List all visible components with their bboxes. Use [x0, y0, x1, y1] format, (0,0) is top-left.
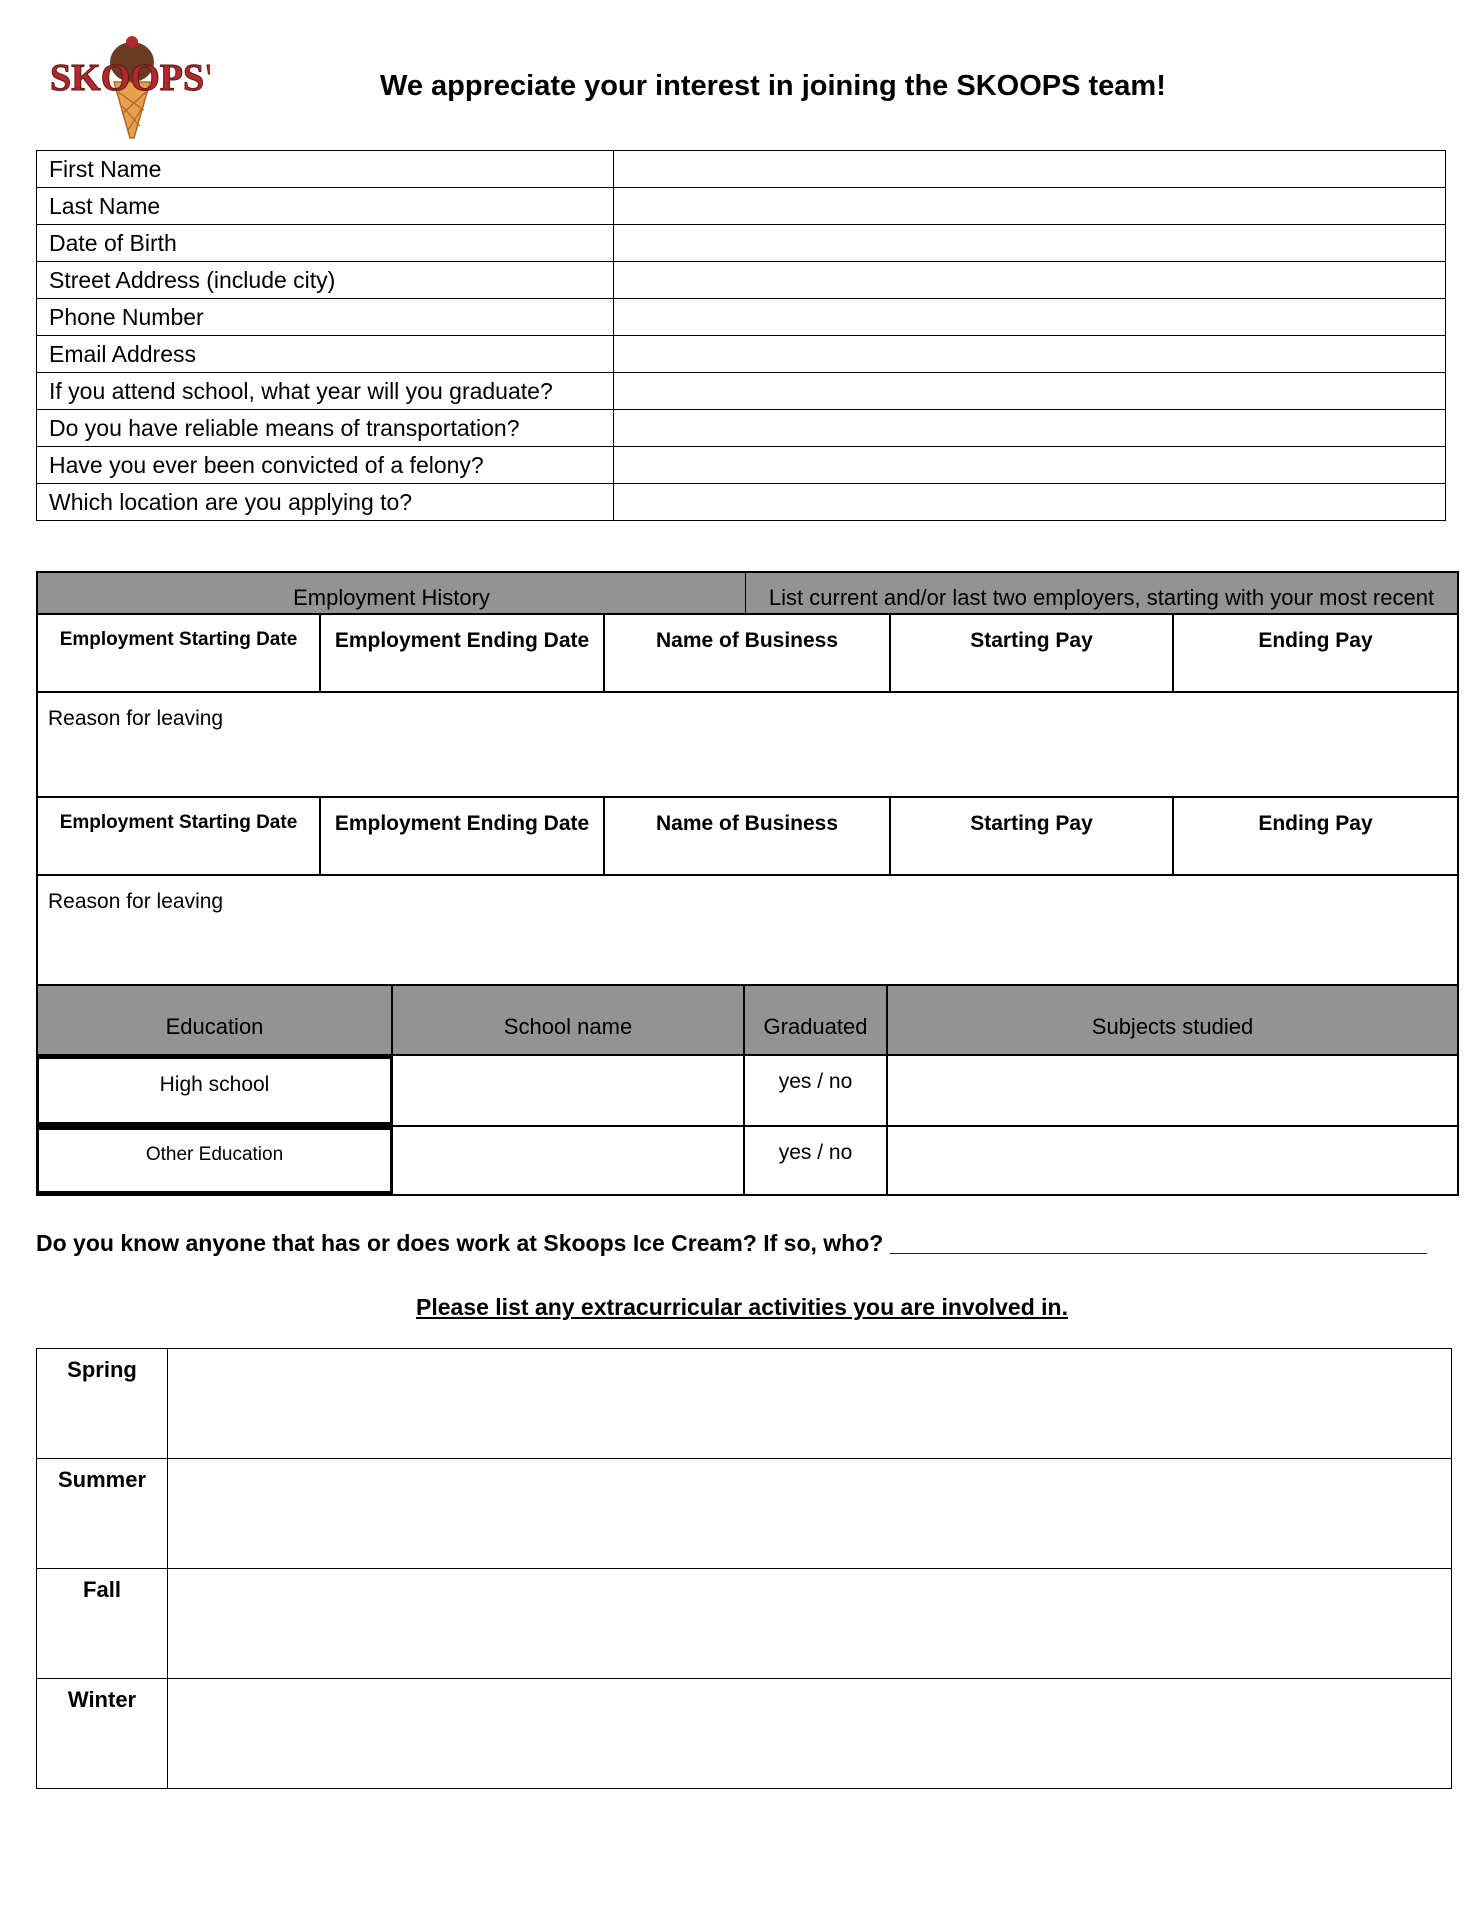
employer-2-starting-pay[interactable]: Starting Pay: [891, 798, 1174, 874]
street-address-field[interactable]: [614, 262, 1446, 299]
employment-history-title: Employment History: [38, 573, 746, 613]
location-field[interactable]: [614, 484, 1446, 521]
employer-2-end-date[interactable]: Employment Ending Date: [321, 798, 605, 874]
graduated-column-header: Graduated: [745, 986, 888, 1054]
field-label-transportation: Do you have reliable means of transportation?: [37, 410, 614, 447]
winter-activities-field[interactable]: [168, 1679, 1452, 1789]
employment-header: [36, 571, 1459, 615]
ice-cream-cone-icon: [50, 30, 210, 148]
employer-1-row: [36, 615, 1459, 693]
education-row-other: [36, 1127, 1459, 1196]
fall-activities-field[interactable]: [168, 1569, 1452, 1679]
field-label-street-address: Street Address (include city): [37, 262, 614, 299]
field-label-graduation-year: If you attend school, what year will you graduate?: [37, 373, 614, 410]
date-of-birth-field[interactable]: [614, 225, 1446, 262]
employer-1-ending-pay[interactable]: Ending Pay: [1258, 629, 1373, 652]
table-row: [37, 151, 1446, 188]
education-row-high-school: [36, 1056, 1459, 1127]
table-row: [37, 299, 1446, 336]
high-school-graduated-field[interactable]: yes / no: [745, 1056, 888, 1125]
employment-instructions: List current and/or last two employers, starting with your most recent: [768, 585, 1435, 610]
subjects-column-header: Subjects studied: [1091, 1014, 1254, 1039]
other-graduated-field[interactable]: yes / no: [745, 1127, 888, 1194]
reason-label: Reason for leaving: [48, 707, 224, 730]
field-label-email: Email Address: [37, 336, 614, 373]
table-row: [37, 225, 1446, 262]
employer-2-start-date[interactable]: Employment Starting Date: [38, 798, 321, 874]
email-field[interactable]: [614, 336, 1446, 373]
employer-1-reason-for-leaving[interactable]: [36, 693, 1459, 798]
season-winter: Winter: [37, 1679, 168, 1789]
education-header: [36, 986, 1459, 1056]
reason-label: Reason for leaving: [48, 890, 224, 913]
table-row: [37, 484, 1446, 521]
logo-wordmark: SKOOPS': [50, 57, 210, 99]
employer-1-start-date[interactable]: Employment Starting Date: [38, 615, 321, 691]
table-row: [37, 262, 1446, 299]
graduation-year-field[interactable]: [614, 373, 1446, 410]
skoops-logo: [50, 30, 210, 148]
field-label-phone: Phone Number: [37, 299, 614, 336]
education-level-other: Other Education: [38, 1127, 393, 1194]
school-name-column-header: School name: [393, 986, 745, 1054]
activities-table: [36, 1348, 1452, 1789]
table-row: [37, 1569, 1452, 1679]
phone-field[interactable]: [614, 299, 1446, 336]
spring-activities-field[interactable]: [168, 1349, 1452, 1459]
activities-heading: Please list any extracurricular activities you are involved in.: [416, 1294, 1068, 1320]
employer-2-row: [36, 798, 1459, 876]
high-school-name-field[interactable]: [393, 1056, 745, 1125]
season-fall: Fall: [37, 1569, 168, 1679]
employer-2-reason-for-leaving[interactable]: [36, 876, 1459, 986]
last-name-field[interactable]: [614, 188, 1446, 225]
other-subjects-field[interactable]: [888, 1127, 1457, 1194]
education-level-high-school: High school: [38, 1056, 393, 1125]
table-row: [37, 188, 1446, 225]
field-label-felony: Have you ever been convicted of a felony?: [37, 447, 614, 484]
high-school-subjects-field[interactable]: [888, 1056, 1457, 1125]
employer-2-ending-pay[interactable]: Ending Pay: [1258, 812, 1373, 835]
field-label-first-name: First Name: [37, 151, 614, 188]
season-summer: Summer: [37, 1459, 168, 1569]
table-row: [37, 1459, 1452, 1569]
referral-question[interactable]: Do you know anyone that has or does work at Skoops Ice Cream? If so, who? __________________________________________: [36, 1230, 1427, 1256]
table-row: [37, 1679, 1452, 1789]
table-row: [37, 1349, 1452, 1459]
field-label-date-of-birth: Date of Birth: [37, 225, 614, 262]
table-row: [37, 447, 1446, 484]
other-school-name-field[interactable]: [393, 1127, 745, 1194]
field-label-last-name: Last Name: [37, 188, 614, 225]
employer-1-starting-pay[interactable]: Starting Pay: [891, 615, 1174, 691]
employer-1-end-date[interactable]: Employment Ending Date: [321, 615, 605, 691]
transportation-field[interactable]: [614, 410, 1446, 447]
field-label-location: Which location are you applying to?: [37, 484, 614, 521]
personal-info-table: [36, 150, 1446, 521]
employment-history-section: [36, 571, 1459, 986]
table-row: [37, 410, 1446, 447]
employer-1-business-name[interactable]: Name of Business: [605, 615, 891, 691]
summer-activities-field[interactable]: [168, 1459, 1452, 1569]
season-spring: Spring: [37, 1349, 168, 1459]
table-row: [37, 373, 1446, 410]
table-row: [37, 336, 1446, 373]
page-title: We appreciate your interest in joining the SKOOPS team!: [380, 70, 1166, 102]
first-name-field[interactable]: [614, 151, 1446, 188]
education-column-header: Education: [38, 986, 393, 1054]
education-section: [36, 986, 1459, 1196]
felony-field[interactable]: [614, 447, 1446, 484]
employer-2-business-name[interactable]: Name of Business: [605, 798, 891, 874]
